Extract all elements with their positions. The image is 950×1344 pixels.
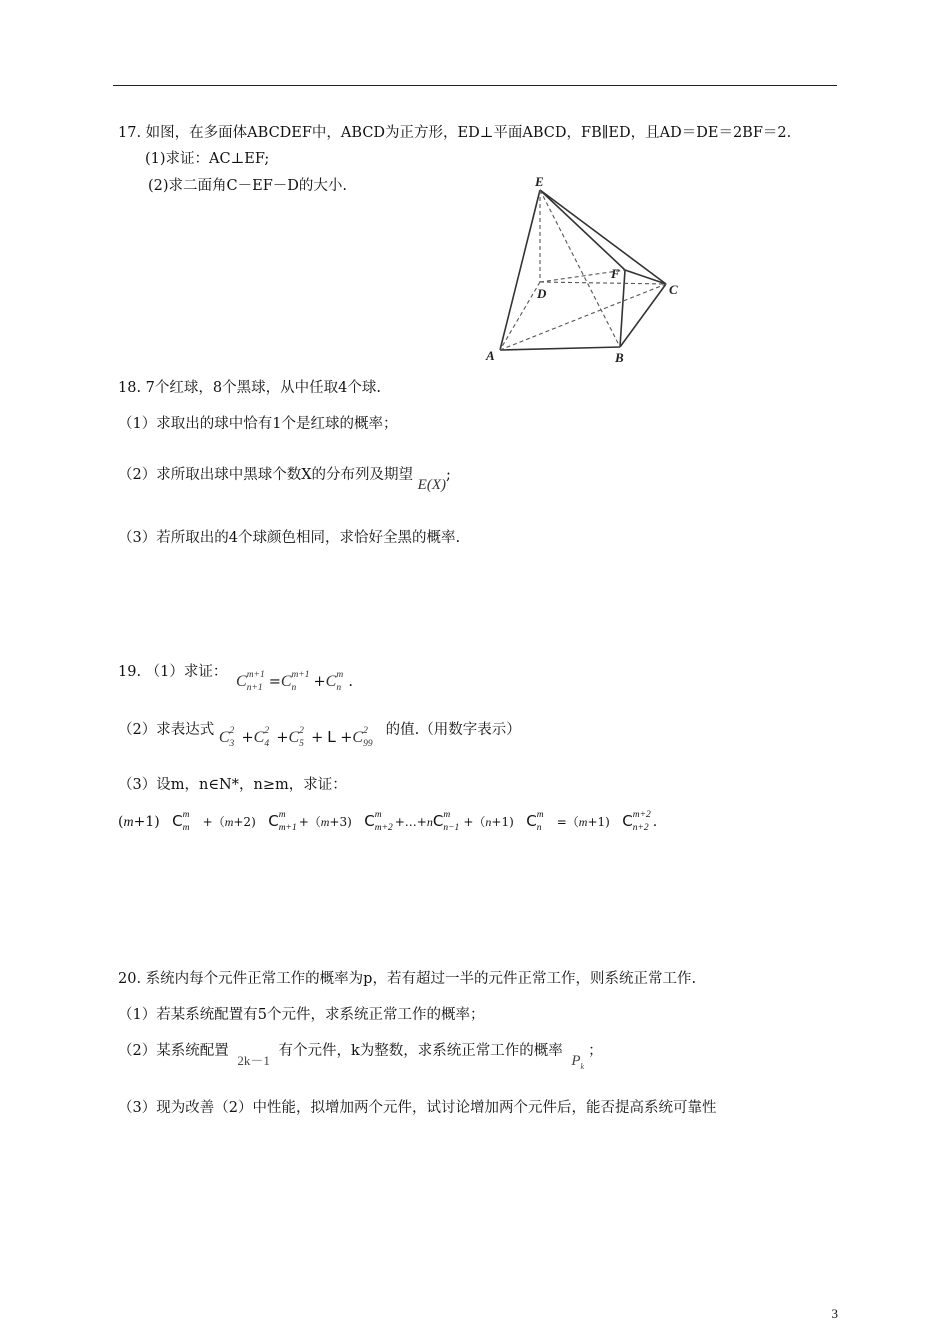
- label-B: B: [615, 350, 624, 365]
- polyhedron-figure: [480, 170, 690, 370]
- q19-part2-prefix: （2）求表达式: [118, 722, 215, 738]
- q19-part2-suffix: 的值.（用数字表示）: [385, 722, 521, 738]
- expectation-formula: E(X): [417, 477, 446, 493]
- q17-part1: (1)求证：AC⊥EF;: [145, 151, 270, 167]
- q18-stem: 18. 7个红球，8个黑球，从中任取4个球.: [118, 380, 381, 396]
- q20-part2: [118, 1042, 603, 1071]
- q17-stem: 17. 如图，在多面体ABCDEF中，ABCD为正方形，ED⊥平面ABCD，FB∥ED，且AD＝DE＝2BF＝2.: [118, 125, 792, 141]
- q18-part2-end: ;: [445, 467, 451, 483]
- q20-part2-prefix: （2）某系统配置: [118, 1043, 229, 1059]
- q20-stem: 20. 系统内每个元件正常工作的概率为p，若有超过一半的元件正常工作，则系统正常工作.: [118, 971, 697, 987]
- q20-math-pk: $P_k$: [571, 1053, 585, 1071]
- page-number: 3: [831, 1306, 838, 1321]
- q18-part3: （3）若所取出的4个球颜色相同，求恰好全黑的概率.: [118, 530, 461, 546]
- q18-part1: （1）求取出的球中恰有1个是红球的概率；: [118, 416, 398, 432]
- q20-part3: （3）现为改善（2）中性能，拟增加两个元件，试讨论增加两个元件后，能否提高系统可靠性: [118, 1100, 717, 1116]
- q18-part2-text: （2）求所取出球中黑球个数X的分布列及期望: [118, 467, 414, 483]
- q19-part2: [118, 721, 521, 749]
- q19-part1-prefix: 19. （1）求证：: [118, 664, 228, 680]
- q20-part1: （1）若某系统配置有5个元件，求系统正常工作的概率；: [118, 1007, 485, 1023]
- q17-part2: (2)求二面角C－EF－D的大小.: [148, 178, 348, 194]
- label-A: A: [486, 348, 495, 363]
- q20-part2-middle: 有个元件，k为整数，求系统正常工作的概率: [278, 1043, 563, 1059]
- label-C: C: [669, 282, 678, 297]
- q19-part1: [118, 663, 353, 693]
- label-E: E: [535, 174, 544, 189]
- q19-formula3: (m+1) C m m +（m+2) C m m+1 +（m+3) C m m+2 +…+nC m n−1 +（n+1) C m n =（m+1) C m+2 n+2 .: [118, 810, 658, 833]
- label-F: F: [611, 266, 620, 281]
- q20-part2-end: ；: [588, 1043, 603, 1059]
- q19-formula1: C m+1 n+1 =C m+1 n +C m n .: [236, 670, 353, 693]
- q18-part2: [118, 466, 451, 493]
- q19-formula2: C 2 3 +C 2 4 +C 2 5 + L +C 2 99: [218, 726, 373, 749]
- label-D: D: [537, 286, 547, 301]
- q19-part3: （3）设m，n∈N*，n≥m，求证：: [118, 777, 347, 793]
- q20-math-2k-1: 2k－1: [237, 1053, 270, 1068]
- header-rule: [113, 85, 837, 86]
